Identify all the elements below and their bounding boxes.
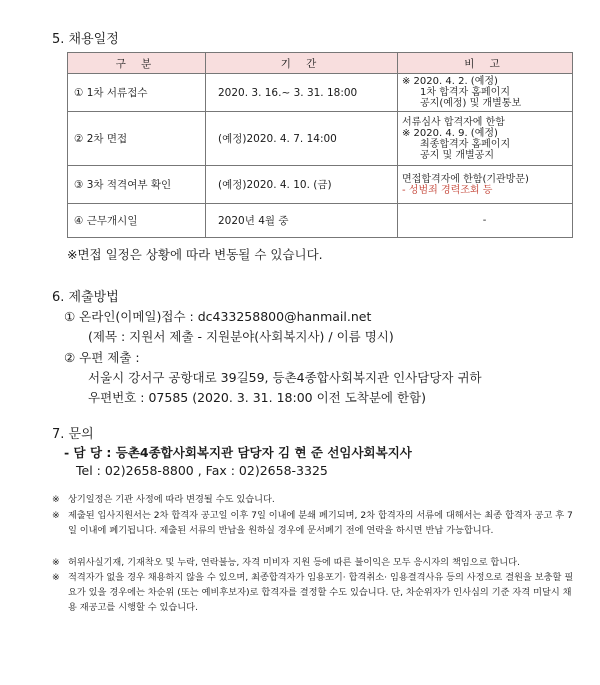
period-cell: 2020. 3. 16.~ 3. 31. 18:00: [206, 74, 398, 112]
table-header-row: [68, 53, 573, 74]
postal-zip: 우편번호 : 07585 (2020. 3. 31. 18:00 이전 도착분에 한함): [88, 390, 427, 405]
footnote-text: 적격자가 없을 경우 채용하지 않을 수 있으며, 최종합격자가 임용포기· 합격취소· 임용결격사유 등의 사정으로 결원을 보충할 필요가 있을 경우에는 차순위 (또는 예비후보자)로 합격자를 결정할 수도 있습니다. 단, 차순위자가 인사심의 기준 자격 미달시 채용 재공고를 시행할 수 있습니다.: [68, 572, 574, 613]
table-row: [68, 166, 573, 204]
remarks-cell: [398, 166, 573, 204]
footnote: [52, 555, 577, 570]
remark-line: 공지 및 개별공지: [420, 149, 494, 161]
header-category: 구 분: [68, 53, 206, 74]
contact-phone: Tel : 02)2658-8800 , Fax : 02)2658-3325: [76, 463, 328, 478]
remark-line: 1차 합격자 홈페이지: [420, 87, 510, 98]
remarks-cell: [398, 74, 573, 112]
footnote-text: 제출된 입사지원서는 2차 합격자 공고일 이후 7일 이내에 분쇄 폐기되며, 2차 합격자의 서류에 대해서는 최종 합격자 공고 후 7일 이내에 폐기됩니다. 제출된 서류의 반납을 원하실 경우에 문서폐기 전에 연락을 하시면 반납 가능합니다.: [68, 510, 573, 536]
footnote: [52, 492, 577, 507]
header-period: 기 간: [206, 53, 398, 74]
remarks-cell: -: [398, 204, 573, 238]
stage-cell: ② 2차 면접: [68, 112, 206, 166]
stage-cell: ④ 근무개시일: [68, 204, 206, 238]
period-cell: (예정)2020. 4. 10. (금): [206, 166, 398, 204]
stage-cell: ③ 3차 적격여부 확인: [68, 166, 206, 204]
remark-line: 최종합격자 홈페이지: [420, 138, 511, 150]
period-cell: (예정)2020. 4. 7. 14:00: [206, 112, 398, 166]
section-7-title: 7. 문의: [52, 427, 94, 442]
table-row: [68, 112, 573, 166]
period-cell: 2020년 4월 중: [206, 204, 398, 238]
footnote-text: 허위사실기재, 기재착오 및 누락, 연락불능, 자격 미비자 지원 등에 따른 불이익은 모두 응시자의 책임으로 합니다.: [68, 557, 520, 568]
remarks-cell: [398, 112, 573, 166]
schedule-table: [67, 52, 573, 238]
table-row: [68, 74, 573, 112]
footnote: [52, 570, 577, 615]
remark-line: ※ 2020. 4. 2. (예정): [402, 76, 498, 87]
remark-line: 면접합격자에 한함(기관방문): [402, 173, 529, 185]
online-submission: ① 온라인(이메일)접수 : dc433258800@hanmail.net: [64, 309, 372, 324]
footnote-mark: ※: [52, 557, 60, 568]
postal-submission: ② 우편 제출 :: [64, 350, 140, 365]
remark-line: 서류심사 합격자에 한함: [402, 116, 505, 128]
remark-line-highlight: - 성범죄 경력조회 등: [402, 184, 493, 196]
footnote-mark: ※: [52, 572, 60, 583]
online-submission-detail: (제목 : 지원서 제출 - 지원분야(사회복지사) / 이름 명시): [88, 329, 394, 344]
contact-person: - 담 당 : 등촌4종합사회복지관 담당자 김 현 준 선임사회복지사: [64, 445, 412, 460]
footnote: [52, 508, 577, 538]
remark-line: ※ 2020. 4. 9. (예정): [402, 127, 498, 139]
section-6-title: 6. 제출방법: [52, 290, 119, 305]
footnote-mark: ※: [52, 510, 60, 521]
remark-line: 공지(예정) 및 개별통보: [420, 98, 522, 109]
schedule-note: ※면접 일정은 상황에 따라 변동될 수 있습니다.: [67, 247, 323, 262]
footnote-mark: ※: [52, 494, 60, 505]
stage-cell: ① 1차 서류접수: [68, 74, 206, 112]
section-5-title: 5. 채용일정: [52, 32, 119, 47]
postal-address: 서울시 강서구 공항대로 39길59, 등촌4종합사회복지관 인사담당자 귀하: [88, 370, 482, 385]
header-remarks: 비 고: [398, 53, 573, 74]
table-row: [68, 204, 573, 238]
footnote-text: 상기일정은 기관 사정에 따라 변경될 수도 있습니다.: [68, 494, 275, 505]
